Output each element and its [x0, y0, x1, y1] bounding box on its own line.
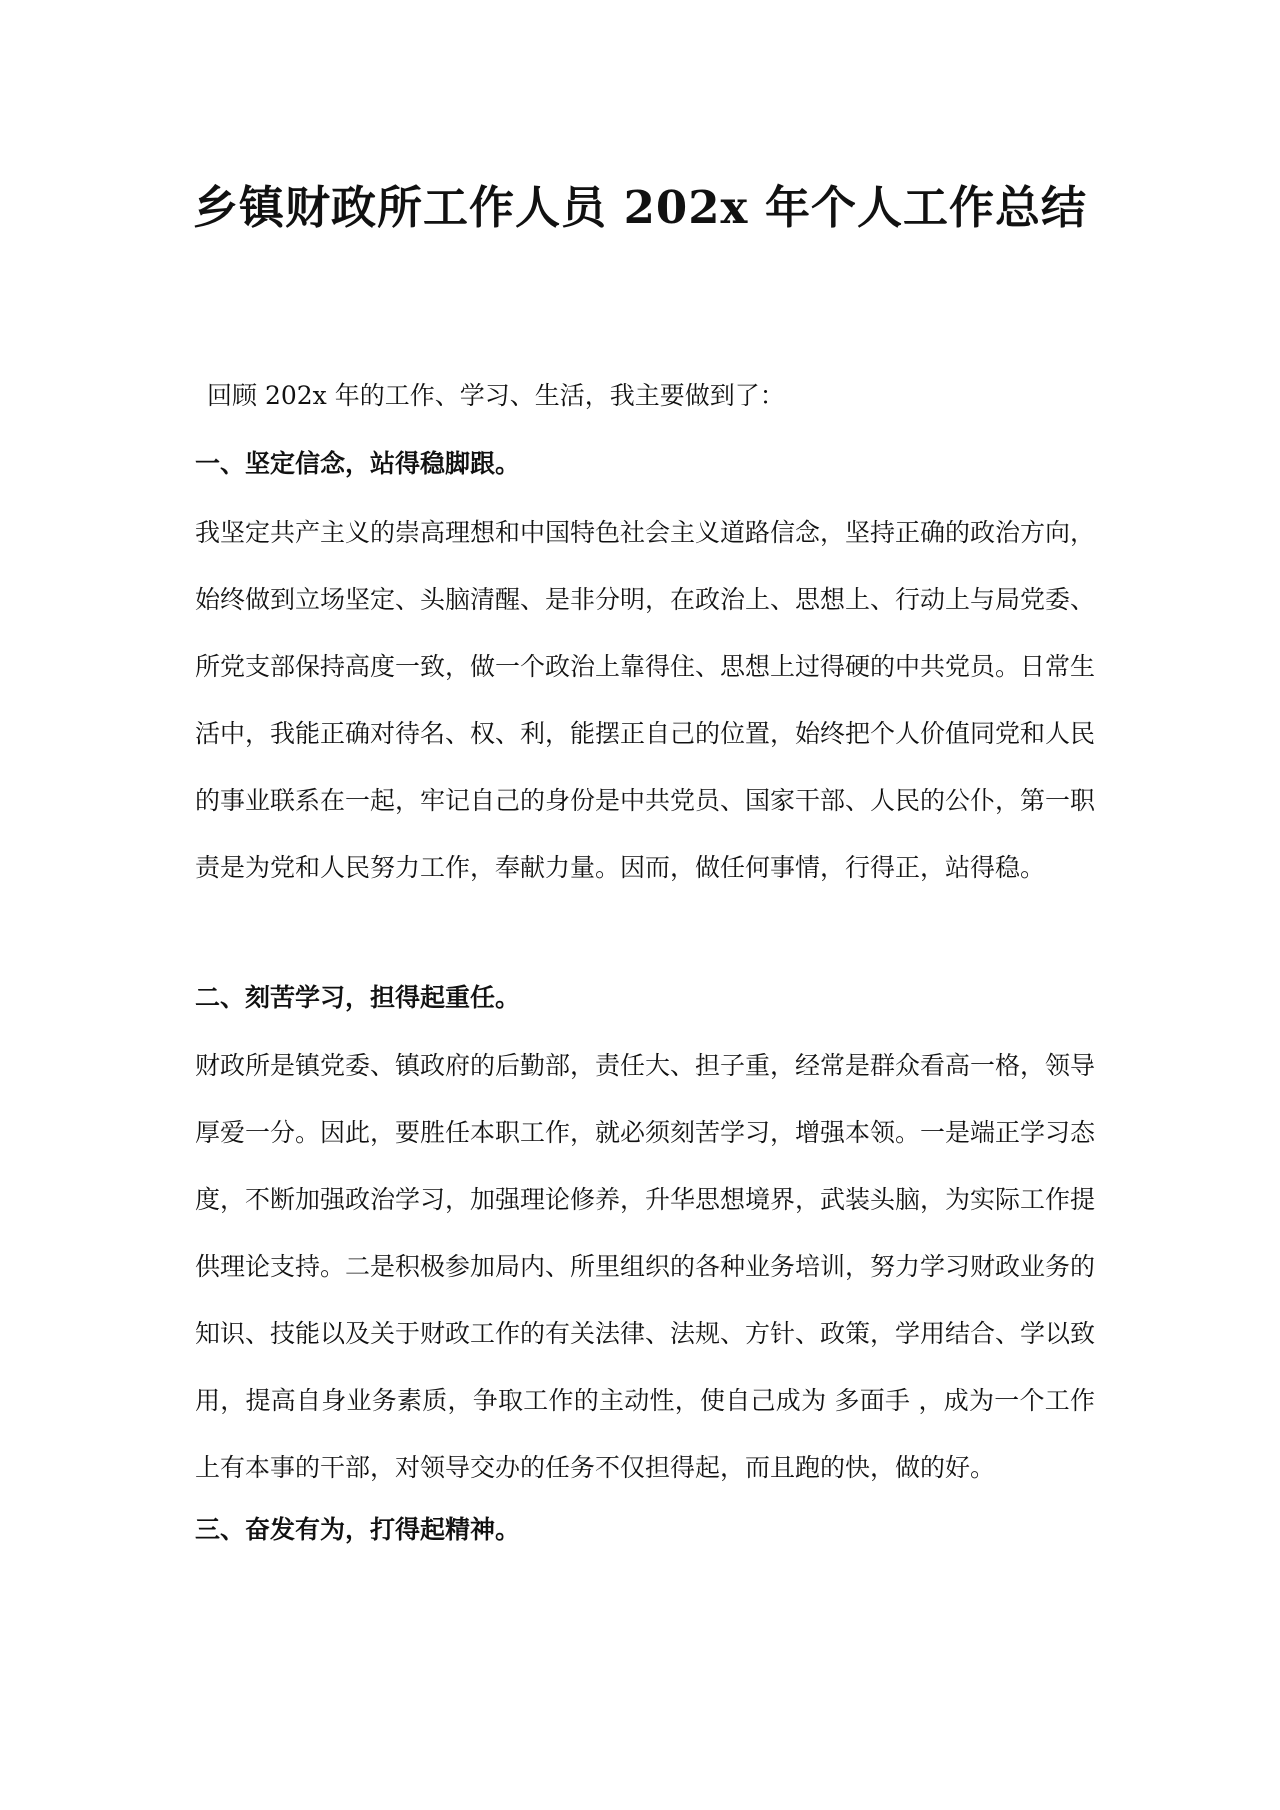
section-heading-3: 三、奋发有为，打得起精神。	[195, 1515, 521, 1544]
section-body-1: 我坚定共产主义的崇高理想和中国特色社会主义道路信念，坚持正确的政治方向，始终做到立场坚定、头脑清醒、是非分明，在政治上、思想上、行动上与局党委、所党支部保持高度一致，做一个政治上靠得住、思想上过得硬的中共党员。日常生活中，我能正确对待名、权、利，能摆正自己的位置，始终把个人价值同党和人民的事业联系在一起，牢记自己的身份是中共党员、国家干部、人民的公仆，第一职责是为党和人民努力工作，奉献力量。因而，做任何事情，行得正，站得稳。	[195, 518, 1096, 882]
intro-paragraph: 回顾 202x 年的工作、学习、生活，我主要做到了：	[207, 381, 785, 410]
section-body-2: 财政所是镇党委、镇政府的后勤部，责任大、担子重，经常是群众看高一格，领导厚爱一分。因此，要胜任本职工作，就必须刻苦学习，增强本领。一是端正学习态度，不断加强政治学习，加强理论修养，升华思想境界，武装头脑，为实际工作提供理论支持。二是积极参加局内、所里组织的各种业务培训，努力学习财政业务的知识、技能以及关于财政工作的有关法律、法规、方针、政策，学用结合、学以致用，提高自身业务素质，争取工作的主动性，使自己成为 多面手 ，成为一个工作上有本事的干部，对领导交办的任务不仅担得起，而且跑的快，做的好。	[195, 1051, 1096, 1482]
section-heading-2: 二、刻苦学习，担得起重任。	[195, 983, 521, 1012]
section-heading-1: 一、坚定信念，站得稳脚跟。	[195, 449, 521, 478]
document-title: 乡镇财政所工作人员 202x 年个人工作总结	[192, 181, 1088, 234]
